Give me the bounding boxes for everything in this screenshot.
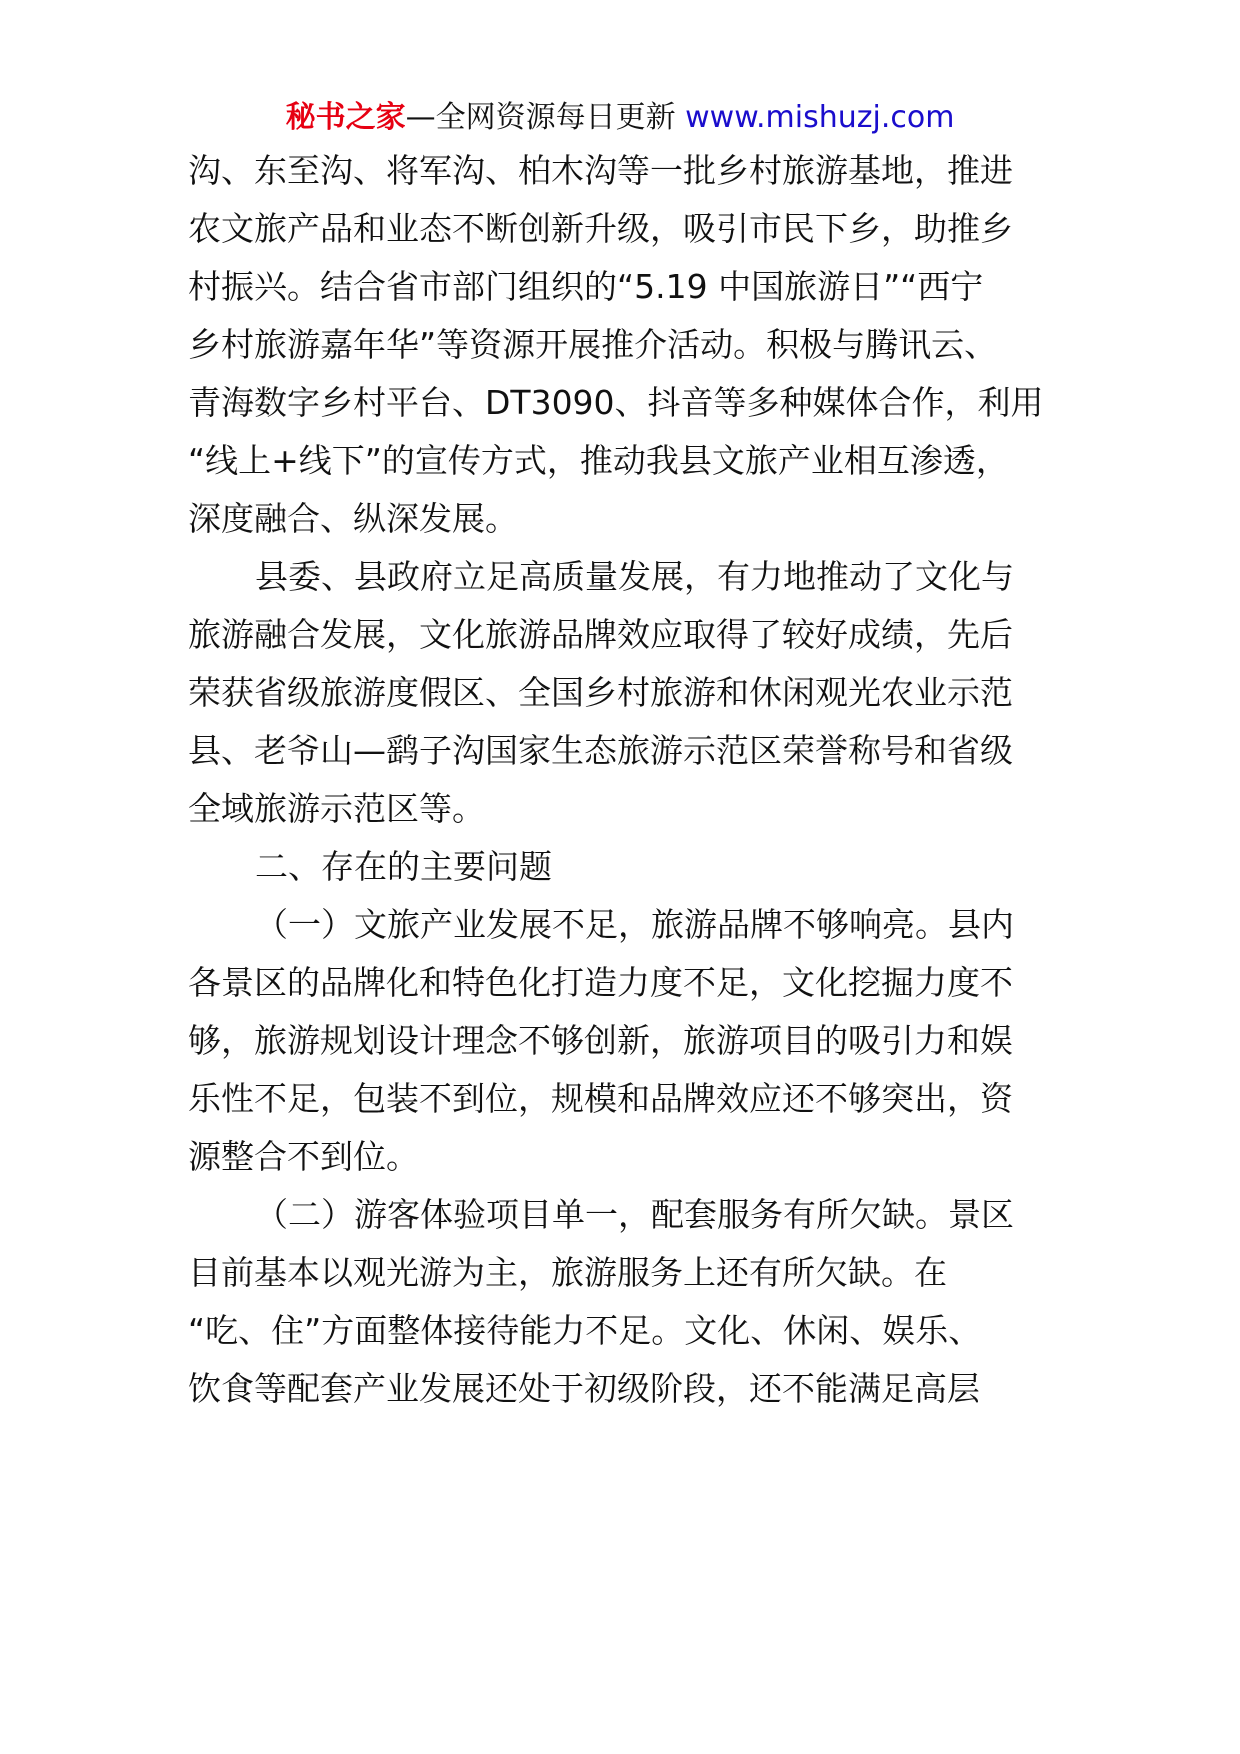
text-line: 饮食等配套产业发展还处于初级阶段，还不能满足高层 [188,1369,980,1408]
text-line: 县、老爷山—鹞子沟国家生态旅游示范区荣誉称号和省级 [188,731,1013,770]
text-line: 旅游融合发展，文化旅游品牌效应取得了较好成绩，先后 [188,615,1013,654]
brand-name: 秘书之家 [285,100,406,135]
text-line: 乡村旅游嘉年华”等资源开展推介活动。积极与腾讯云、 [188,325,998,364]
page-header [0,98,1240,138]
text-line: 全域旅游示范区等。 [188,789,485,828]
site-url-link[interactable]: www.mishuzj.com [685,100,955,135]
text-line: “线上+线下”的宣传方式，推动我县文旅产业相互渗透， [188,441,1009,480]
text-line: 农文旅产品和业态不断创新升级，吸引市民下乡，助推乡 [188,209,1013,248]
text-line: 源整合不到位。 [188,1137,419,1176]
subsection-heading-line: （一）文旅产业发展不足，旅游品牌不够响亮。县内 [255,905,1014,944]
text-line: 村振兴。结合省市部门组织的“5.19 中国旅游日”“西宁 [188,267,984,306]
text-line: 乐性不足，包装不到位，规模和品牌效应还不够突出，资 [188,1079,1013,1118]
text-line: 目前基本以观光游为主，旅游服务上还有所欠缺。在 [188,1253,947,1292]
text-line: 沟、东至沟、将军沟、柏木沟等一批乡村旅游基地，推进 [188,151,1013,190]
paragraph-first-line: 县委、县政府立足高质量发展，有力地推动了文化与 [255,557,1014,596]
text-line: 各景区的品牌化和特色化打造力度不足，文化挖掘力度不 [188,963,1013,1002]
text-line: 够，旅游规划设计理念不够创新，旅游项目的吸引力和娱 [188,1021,1013,1060]
text-line: 深度融合、纵深发展。 [188,499,518,538]
text-line: 青海数字乡村平台、DT3090、抖音等多种媒体合作，利用 [188,383,1044,422]
header-slogan: —全网资源每日更新 [405,100,686,135]
text-line: 荣获省级旅游度假区、全国乡村旅游和休闲观光农业示范 [188,673,1013,712]
text-line: “吃、住”方面整体接待能力不足。文化、休闲、娱乐、 [188,1311,982,1350]
subsection-heading-line: （二）游客体验项目单一，配套服务有所欠缺。景区 [255,1195,1014,1234]
section-heading: 二、存在的主要问题 [255,847,552,886]
